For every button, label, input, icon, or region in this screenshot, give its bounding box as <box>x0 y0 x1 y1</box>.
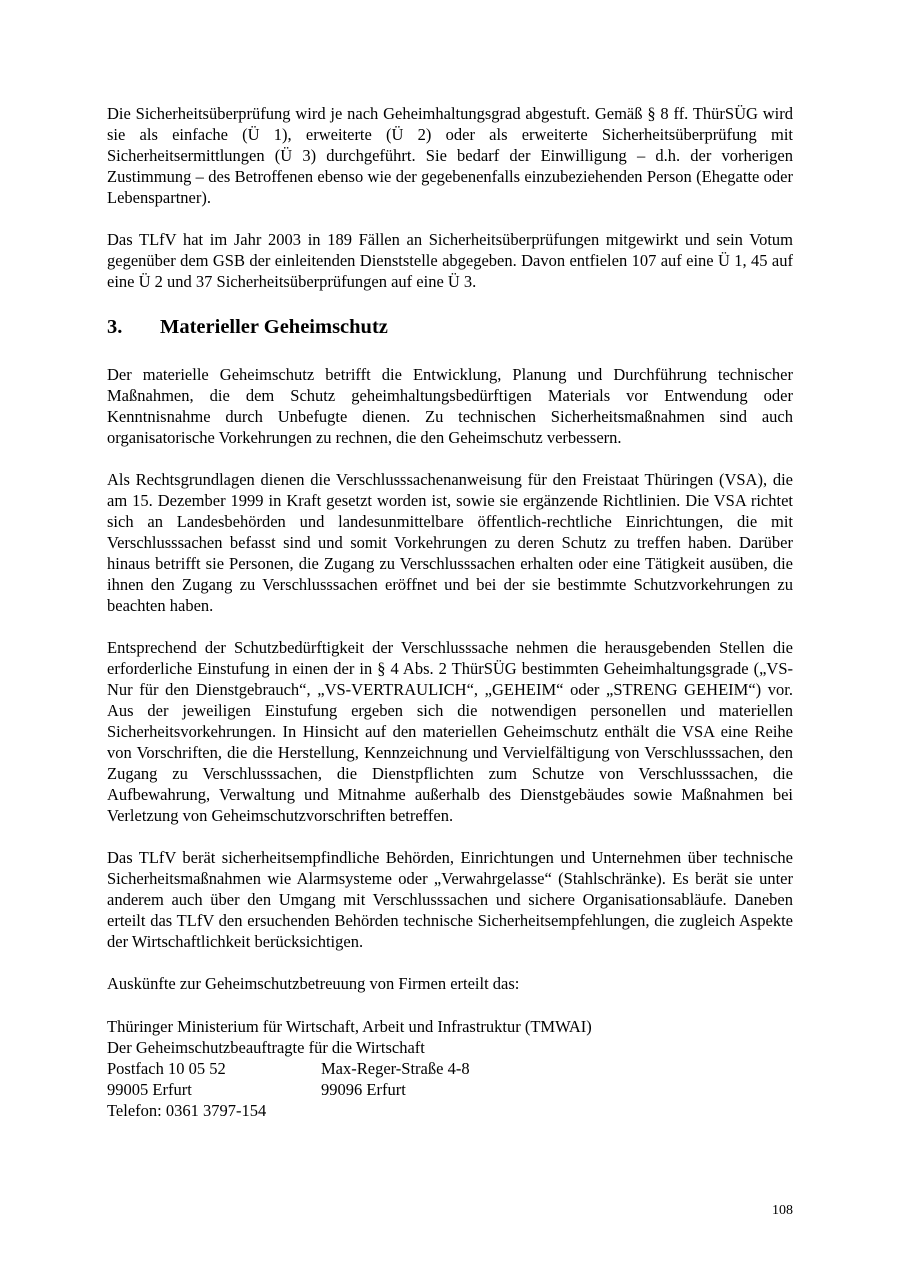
page-number: 108 <box>772 1203 793 1218</box>
paragraph-material-secrecy: Der materielle Geheimschutz betrifft die Entwicklung, Planung und Durchführung technischer Maßnahmen, die dem Schutz geheimhaltungsbedürftigen Materials vor Entwendung oder Kenntnisnahme durch Unbefugte dienen. Zu technischen Sicherheitsmaßnahmen sind auch organisatorische Vorkehrungen zu rechnen, die den Geheimschutz verbessern. <box>107 365 793 447</box>
section-title: Materieller Geheimschutz <box>160 316 388 338</box>
paragraph-information-contact: Auskünfte zur Geheimschutzbetreuung von Firmen erteilt das: <box>107 974 520 993</box>
paragraph-security-check-levels: Die Sicherheitsüberprüfung wird je nach Geheimhaltungsgrad abgestuft. Gemäß § 8 ff. ThürSÜG wird sie als einfache (Ü 1), erweiterte (Ü 2) oder als erweiterte Sicherheitsüberprüfung mit Sicherheitsermittlungen (Ü 3) durchgeführt. Sie bedarf der Einwilligung – d.h. der vorherigen Zustimmung – des Betroffenen ebenso wie der gegebenenfalls einzubeziehenden Person (Ehegatte oder Lebenspartner). <box>107 104 793 207</box>
paragraph-classification-levels: Entsprechend der Schutzbedürftigkeit der Verschlusssache nehmen die herausgebenden Stellen die erforderliche Einstufung in einen der in § 4 Abs. 2 ThürSÜG bestimmten Geheimhaltungsgrade („VS-Nur für den Dienstgebrauch“, „VS-VERTRAULICH“, „GEHEIM“ oder „STRENG GEHEIM“) vor. Aus der jeweiligen Einstufung ergeben sich die notwendigen personellen und materiellen Sicherheitsvorkehrungen. In Hinsicht auf den materiellen Geheimschutz enthält die VSA eine Reihe von Vorschriften, die die Herstellung, Kennzeichnung und Vervielfältigung von Verschlusssachen, den Zugang zu Verschlusssachen, die Dienstpflichten zum Schutze von Verschlusssachen, die Aufbewahrung, Verwaltung und Mitnahme außerhalb des Dienstgebäudes sowie Maßnahmen bei Verletzung von Geheimschutzvorschriften betreffen. <box>107 638 793 825</box>
contact-address <box>107 1016 793 1121</box>
address-row-city <box>107 1079 793 1100</box>
address-postbox: Postfach 10 05 52 <box>107 1059 226 1078</box>
section-heading <box>107 314 793 340</box>
address-postbox-city: 99005 Erfurt <box>107 1080 192 1099</box>
address-row-postbox <box>107 1058 793 1079</box>
paragraph-legal-basis: Als Rechtsgrundlagen dienen die Verschlusssachenanweisung für den Freistaat Thüringen (VSA), die am 15. Dezember 1999 in Kraft gesetzt worden ist, sowie sie ergänzende Richtlinien. Die VSA richtet sich an Landesbehörden und landesunmittelbare öffentlich-rechtliche Einrichtungen, die mit Verschlusssachen befasst sind und somit Vorkehrungen zu deren Schutz zu treffen haben. Darüber hinaus betrifft sie Personen, die Zugang zu Verschlusssachen erhalten oder eine Tätigkeit ausüben, die ihnen den Zugang zu Verschlusssachen eröffnet und bei der sie bestimmte Schutzvorkehrungen zu beachten haben. <box>107 470 793 615</box>
address-ministry: Thüringer Ministerium für Wirtschaft, Arbeit und Infrastruktur (TMWAI) <box>107 1017 592 1036</box>
address-officer: Der Geheimschutzbeauftragte für die Wirtschaft <box>107 1038 425 1057</box>
address-street-city: 99096 Erfurt <box>321 1080 406 1099</box>
address-street: Max-Reger-Straße 4-8 <box>321 1059 470 1078</box>
paragraph-security-check-statistics: Das TLfV hat im Jahr 2003 in 189 Fällen an Sicherheitsüberprüfungen mitgewirkt und sein Votum gegenüber dem GSB der einleitenden Dienststelle abgegeben. Davon entfielen 107 auf eine Ü 1, 45 auf eine Ü 2 und 37 Sicherheitsüberprüfungen auf eine Ü 3. <box>107 230 793 291</box>
page-content <box>107 103 793 1121</box>
address-phone: Telefon: 0361 3797-154 <box>107 1101 267 1120</box>
paragraph-advisory-services: Das TLfV berät sicherheitsempfindliche Behörden, Einrichtungen und Unternehmen über technische Sicherheitsmaßnahmen wie Alarmsysteme oder „Verwahrgelasse“ (Stahlschränke). Es berät sie unter anderem auch über den Umgang mit Verschlusssachen und sichere Organisationsabläufe. Daneben erteilt das TLfV den ersuchenden Behörden technische Sicherheitsempfehlungen, die zugleich Aspekte der Wirtschaftlichkeit berücksichtigen. <box>107 848 793 951</box>
section-number: 3. <box>107 316 123 338</box>
